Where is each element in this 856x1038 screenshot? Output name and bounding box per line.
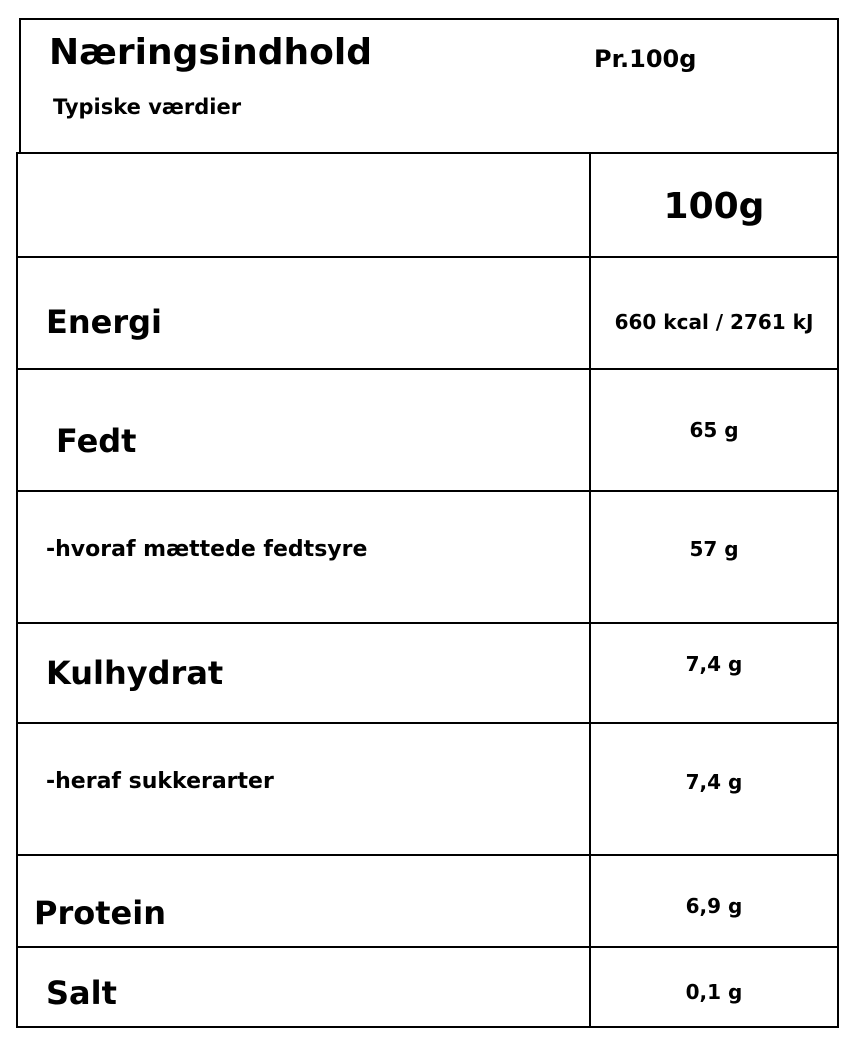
table-row [18, 724, 837, 854]
nutrient-name: -hvoraf mættede fedtsyre [46, 537, 368, 562]
nutrient-name: -heraf sukkerarter [46, 769, 274, 794]
table-row [18, 258, 837, 368]
table-row [18, 370, 837, 490]
table-row [18, 492, 837, 622]
nutrient-value: 65 g [689, 418, 739, 442]
per-amount-label: Pr.100g [594, 45, 697, 73]
label-subtitle: Typiske værdier [53, 95, 242, 119]
table-header-row [18, 154, 837, 256]
table-row [18, 856, 837, 946]
nutrition-header [19, 18, 839, 155]
nutrient-name: Salt [46, 974, 117, 1012]
nutrient-value: 57 g [689, 537, 739, 561]
nutrient-value: 7,4 g [685, 770, 743, 794]
nutrition-table [16, 152, 839, 1028]
nutrient-value: 6,9 g [685, 894, 743, 918]
nutrient-value: 0,1 g [685, 980, 743, 1004]
column-header-100g: 100g [663, 186, 765, 227]
nutrient-name: Protein [34, 894, 166, 932]
nutrient-value: 660 kcal / 2761 kJ [614, 310, 814, 334]
nutrient-value: 7,4 g [685, 652, 743, 676]
table-row [18, 948, 837, 1026]
label-title: Næringsindhold [49, 32, 372, 73]
nutrient-name: Energi [46, 303, 162, 341]
nutrient-name: Fedt [56, 422, 137, 460]
nutrient-name: Kulhydrat [46, 654, 224, 692]
table-row [18, 624, 837, 722]
